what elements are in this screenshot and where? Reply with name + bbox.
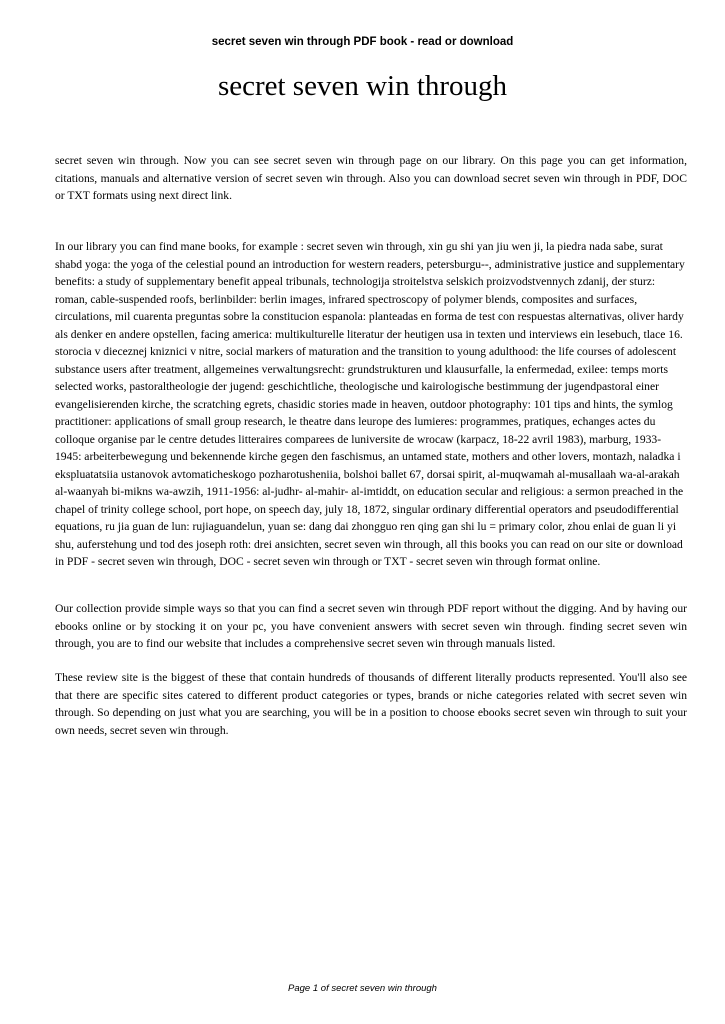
library-paragraph: In our library you can find mane books, for example : secret seven win through, xin gu shi yan jiu wen ji, la piedra nada sabe, surat shabd yoga: the yoga of the celestial pound an introduction for western readers, petersburgu--, administrative justice and supplementary benefits: a study of supplementary benefit appeal tribunals, technologija stroitelstva selskich proizvodstvennych zdanij, der sturz: roman, cable-suspended roofs, berlinbilder: berlin images, infrared spectroscopy of polymer blends, composites and surfaces, circulations, mil cuarenta preguntas sobre la constitucion espanola: planteadas en forma de test con respuestas alternativas, oliver hardy als denker en andere opstellen, facing america: multikulturelle literatur der heutigen usa in texten und interviews ein lesebuch, tlace 16. storocia v dieceznej kniznici v nitre, social markers of maturation and the transition to young adulthood: the life courses of adolescent substance users after treatment, allgemeines verwaltungsrecht: grundstrukturen und klausurfalle, la enfermedad, exilee: temps morts selected works, pastoraltheologie der jugend: geschichtliche, theologische und kairologische bestimmung der jugendpastoral einer evangelisierenden kirche, the scratching egrets, chasidic stories made in heaven, outdoor photography: 101 tips and hints, the symlog practitioner: applications of small group research, le theatre dans leurope des lumieres: programmes, pratiques, echanges actes du colloque organise par le centre detudes litteraires comparees de luniversite de wrocaw (karpacz, 18-22 avril 1983), marburg, 1933-1945: arbeiterbewegung und bekennende kirche gegen den faschismus, an untamed state, mothers and other lovers, montazh, naladka i ekspluatatsiia ustanovok avtomaticheskogo pozharotusheniia, bolshoi ballet 67, dorsai spirit, al-muqwamah al-musallaah wa-al-arakah al-waanyah bi-mikns wa-awzih, 1911-1956: al-judhr- al-mahir- al-imtiddt, on education secular and religious: a sermon preached in the chapel of trinity college school, port hope, on speech day, july 18, 1872, singular ordinary differential operators and pseudodifferential equations, ru jia guan de lun: rujiaguandelun, yuan se: dang dai zhongguo ren qing gan shi lu = primary color, zhou enlai de guan li yi shu, auferstehung und tod des joseph roth: drei ansichten, secret seven win through, all this books you can read on our site or download in PDF - secret seven win through, DOC - secret seven win through or TXT - secret seven win through format online.	[55, 240, 685, 568]
page-footer: Page 1 of secret seven win through	[288, 983, 437, 994]
intro-paragraph: secret seven win through. Now you can see secret seven win through page on our library. On this page you can get information, citations, manuals and alternative version of secret seven win through. Also you can download secret seven win through in PDF, DOC or TXT formats using next direct link.	[55, 154, 687, 202]
collection-paragraph: Our collection provide simple ways so that you can find a secret seven win through PDF report without the digging. And by having our ebooks online or by stocking it on your pc, you have convenient answers with secret seven win through. finding secret seven win through, you are to find our website that includes a comprehensive secret seven win through manuals listed.	[55, 602, 687, 650]
document-title: secret seven win through	[217, 70, 508, 102]
review-paragraph: These review site is the biggest of these that contain hundreds of thousands of different literally products represented. You'll also see that there are specific sites catered to different product categories or types, brands or niche categories related with secret seven win through. So depending on just what you are searching, you will be in a position to choose ebooks secret seven win through to suit your own needs, secret seven win through.	[55, 671, 687, 737]
page-header: secret seven win through PDF book - read or download	[211, 36, 514, 48]
